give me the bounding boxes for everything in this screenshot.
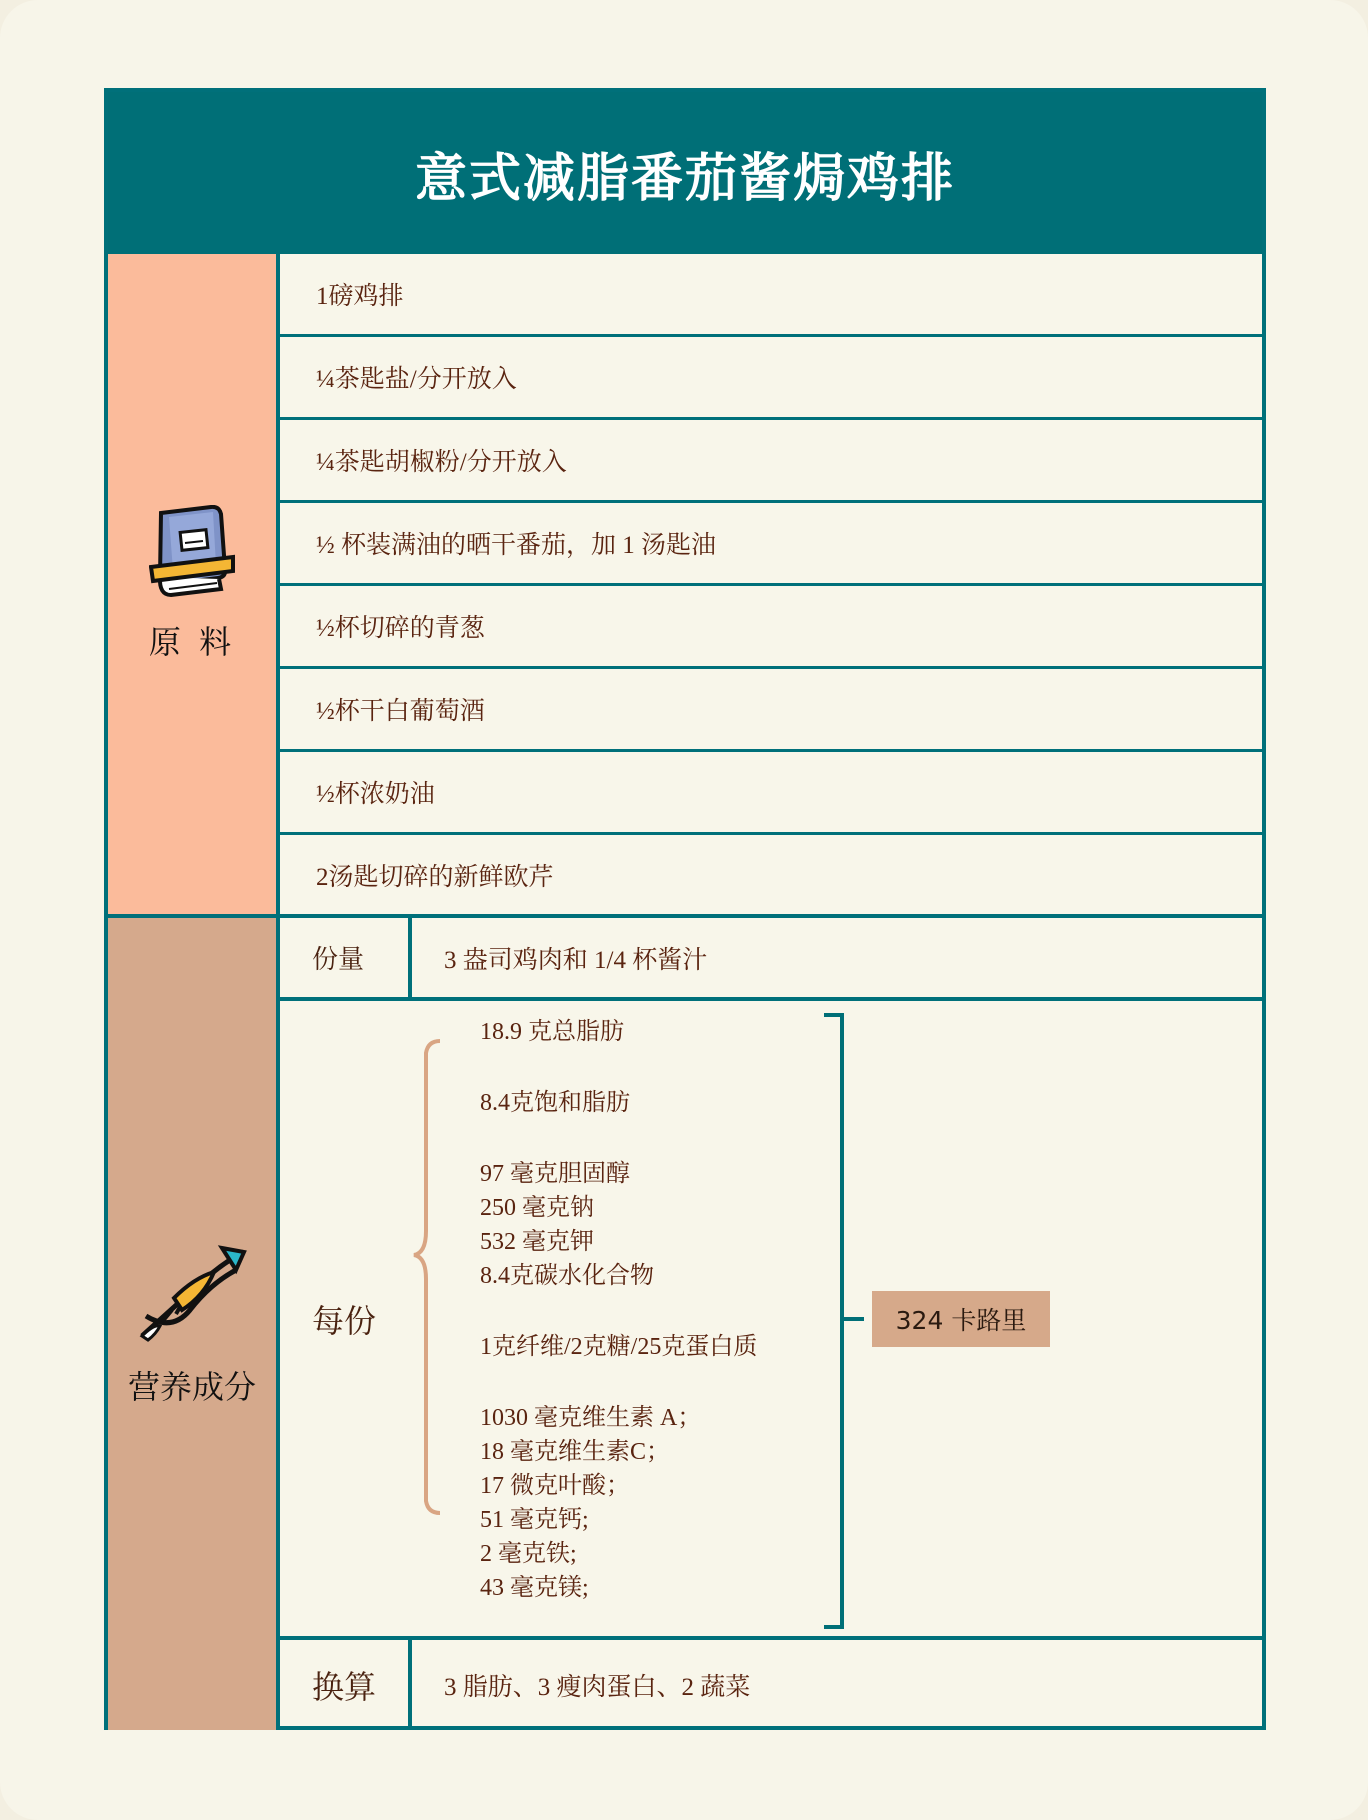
nutrient-item: 8.4克饱和脂肪 (480, 1090, 630, 1116)
serving-row (280, 918, 1262, 1001)
nutrient-item: 1030 毫克维生素 A； (480, 1405, 702, 1431)
nutrient-item: 97 毫克胆固醇 (480, 1161, 630, 1187)
nutrient-item: 43 毫克镁; (480, 1575, 589, 1601)
nutrient-item: 17 微克叶酸； (480, 1473, 630, 1499)
ingredient-item: 1磅鸡排 (280, 254, 1262, 337)
nutrient-item: 1克纤维/2克糖/25克蛋白质 (480, 1334, 758, 1360)
book-icon (149, 505, 235, 605)
exchange-value: 3 脂肪、3 瘦肉蛋白、2 蔬菜 (444, 1674, 751, 1701)
ingredient-item: ½杯切碎的青葱 (280, 586, 1262, 669)
ingredient-item: ¼茶匙盐/分开放入 (280, 337, 1262, 420)
recipe-card (104, 88, 1266, 1730)
ingredient-item: ½杯干白葡萄酒 (280, 669, 1262, 752)
per-serving-label: 每份 (312, 1301, 377, 1340)
ingredient-item: ¼茶匙胡椒粉/分开放入 (280, 420, 1262, 503)
nutrient-item: 51 毫克钙; (480, 1507, 589, 1533)
nutrient-item: 532 毫克钾 (480, 1229, 594, 1255)
calories-badge: 324 卡路里 (872, 1291, 1050, 1347)
ingredients-header (108, 254, 280, 918)
nutrient-item: 18 毫克维生素C； (480, 1439, 671, 1465)
nutrition-label: 营养成分 (127, 1368, 256, 1406)
nutrient-item: 2 毫克铁; (480, 1541, 577, 1567)
nutrient-list (480, 1015, 757, 1605)
ingredient-list (280, 254, 1262, 918)
ingredient-item: 2汤匙切碎的新鲜欧芹 (280, 835, 1262, 918)
serving-label: 份量 (280, 918, 412, 997)
ingredient-item: ½杯浓奶油 (280, 752, 1262, 835)
nutrition-header (108, 918, 280, 1730)
per-serving-row (280, 1001, 1262, 1640)
dna-icon (132, 1240, 252, 1350)
recipe-title: 意式减脂番茄酱焗鸡排 (108, 92, 1262, 254)
ingredient-item: ½ 杯装满油的晒干番茄，加 1 汤匙油 (280, 503, 1262, 586)
serving-value: 3 盎司鸡肉和 1/4 杯酱汁 (444, 946, 708, 974)
nutrient-item: 8.4克碳水化合物 (480, 1263, 654, 1289)
nutrient-item: 250 毫克钠 (480, 1195, 594, 1221)
ingredients-label: 原 料 (148, 623, 236, 661)
nutrient-item: 18.9 克总脂肪 (480, 1019, 624, 1045)
exchange-row (280, 1640, 1262, 1730)
exchange-label: 换算 (280, 1640, 412, 1730)
